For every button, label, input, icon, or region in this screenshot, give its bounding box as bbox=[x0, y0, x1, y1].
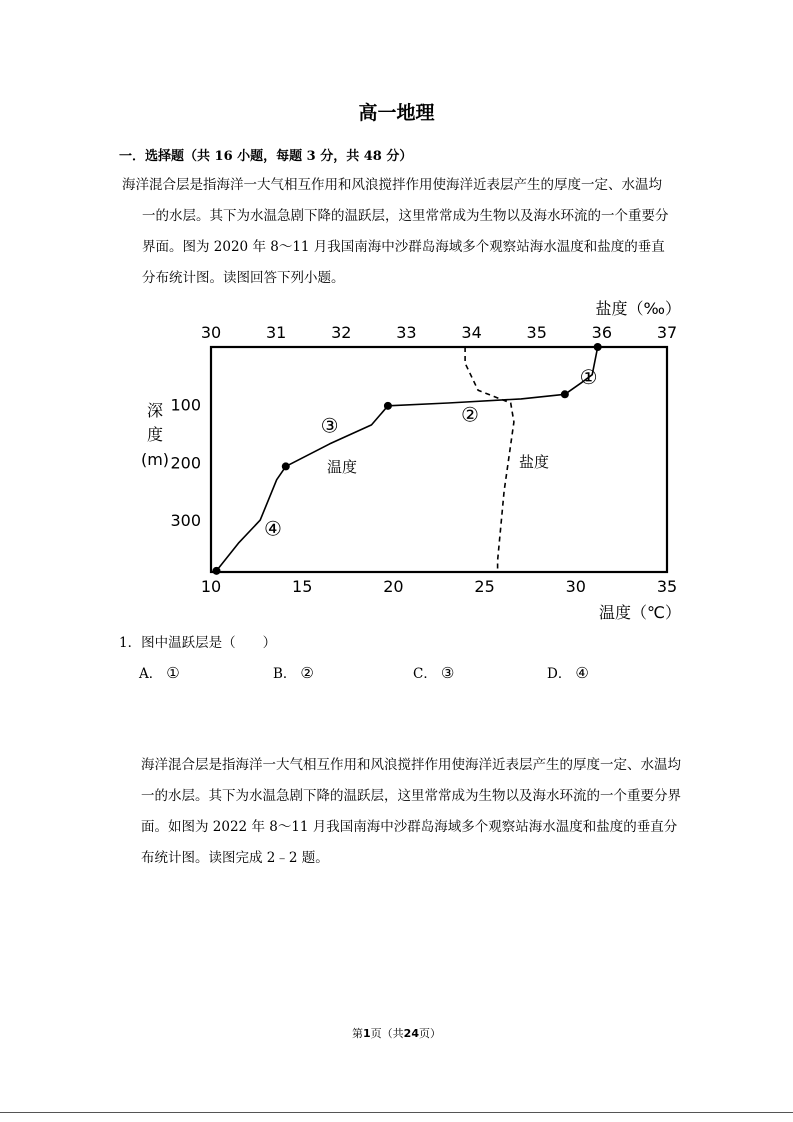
temperature-point bbox=[561, 390, 569, 398]
temperature-salinity-chart bbox=[130, 292, 690, 626]
salinity-tick-label: 36 bbox=[591, 323, 613, 342]
option-a-value: ① bbox=[166, 664, 180, 682]
option-b-value: ② bbox=[300, 664, 314, 682]
option-b-letter: B． bbox=[273, 666, 297, 682]
option-c-value: ③ bbox=[440, 664, 455, 682]
salinity-tick-label: 33 bbox=[396, 323, 417, 342]
depth-tick-label: 200 bbox=[170, 453, 201, 473]
depth-tick-label: 100 bbox=[170, 395, 201, 415]
option-c[interactable] bbox=[413, 662, 454, 682]
zone-marker: ① bbox=[579, 365, 598, 389]
option-d-letter: D． bbox=[547, 666, 572, 682]
question-1: 1．图中温跃层是（ ） bbox=[119, 635, 277, 651]
footer-middle: 页（共 bbox=[370, 1027, 404, 1040]
intro-paragraph-1-rest: 一的水层。其下为水温急剧下降的温跃层，这里常常成为生物以及海水环流的一个重要分界面。图为 2020 年 8～11 月我国南海中沙群岛海域多个观察站海水温度和盐度的垂直分布统计图。读图回答下列小题。 bbox=[142, 208, 669, 286]
chart-svg bbox=[130, 292, 690, 622]
option-c-letter: C． bbox=[413, 666, 437, 682]
temperature-point bbox=[282, 462, 290, 470]
zone-marker: ③ bbox=[320, 413, 339, 438]
depth-axis-title-part: (m) bbox=[140, 450, 170, 469]
depth-tick-label: 300 bbox=[170, 511, 201, 531]
temperature-point bbox=[594, 343, 602, 351]
footer-total-pages: 24 bbox=[403, 1027, 419, 1040]
intro-paragraph-2: 海洋混合层是指海洋一大气相互作用和风浪搅拌作用使海洋近表层产生的厚度一定、水温均一的水层。其下为水温急剧下降的温跃层，这里常常成为生物以及海水环流的一个重要分界面。如图为 2022 年 8～11 月我国南海中沙群岛海域多个观察站海水温度和盐度的垂直分布统计图。读图完成 2﹣2 题。 bbox=[141, 757, 681, 866]
temperature-tick-label: 25 bbox=[474, 577, 495, 596]
salinity-line bbox=[465, 347, 514, 571]
salinity-axis-title: 盐度（‰） bbox=[595, 299, 681, 318]
option-a[interactable] bbox=[139, 662, 180, 682]
salinity-tick-label: 34 bbox=[461, 323, 482, 342]
temperature-tick-label: 10 bbox=[200, 577, 222, 596]
zone-marker: ② bbox=[461, 402, 479, 427]
depth-axis-title-part: 深 bbox=[146, 401, 164, 420]
salinity-tick-label: 32 bbox=[331, 323, 352, 342]
temperature-tick-label: 15 bbox=[292, 577, 313, 596]
page-footer bbox=[0, 1025, 793, 1041]
option-d[interactable] bbox=[547, 662, 589, 682]
page-title: 高一地理 bbox=[358, 102, 435, 124]
zone-marker: ④ bbox=[264, 516, 282, 541]
salinity-tick-label: 30 bbox=[200, 323, 222, 342]
salinity-tick-label: 35 bbox=[526, 323, 547, 342]
temperature-tick-label: 35 bbox=[656, 577, 678, 596]
footer-suffix: 页） bbox=[418, 1027, 441, 1040]
page-bottom-rule bbox=[0, 1112, 793, 1113]
salinity-tick-label: 37 bbox=[656, 323, 678, 342]
intro-paragraph-1-first-line: 海洋混合层是指海洋一大气相互作用和风浪搅拌作用使海洋近表层产生的厚度一定、水温均 bbox=[122, 177, 662, 193]
depth-axis-title-part: 度 bbox=[146, 425, 164, 444]
temperature-tick-label: 20 bbox=[383, 577, 404, 596]
temperature-series-label: 温度 bbox=[326, 458, 358, 476]
temperature-tick-label: 30 bbox=[565, 577, 586, 596]
intro-paragraph-1 bbox=[122, 170, 678, 294]
temperature-axis-title: 温度（℃） bbox=[599, 603, 681, 622]
footer-page-number: 1 bbox=[363, 1027, 371, 1040]
option-a-letter: A． bbox=[139, 666, 163, 682]
option-d-value: ④ bbox=[575, 664, 589, 682]
section-heading: 一．选择题（共 16 小题，每题 3 分，共 48 分） bbox=[119, 149, 413, 164]
salinity-tick-label: 31 bbox=[265, 323, 287, 342]
salinity-series-label: 盐度 bbox=[518, 453, 550, 471]
temperature-point bbox=[212, 567, 220, 575]
option-b[interactable] bbox=[273, 662, 314, 682]
temperature-point bbox=[384, 402, 392, 410]
footer-prefix: 第 bbox=[352, 1027, 364, 1040]
